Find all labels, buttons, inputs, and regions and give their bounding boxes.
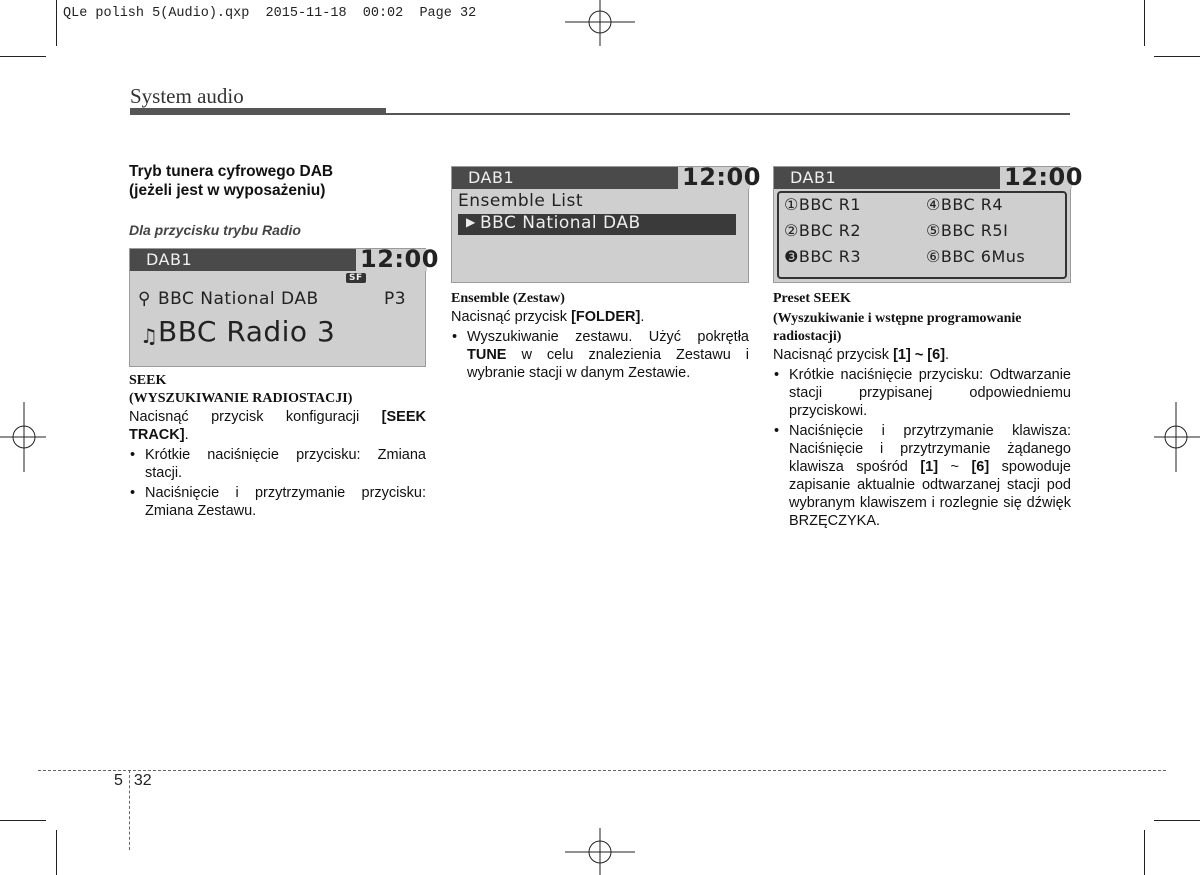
key-6: [6] [971,459,990,475]
clock-display: 12:00 [1004,163,1083,191]
radio-mode-subhead: Dla przycisku trybu Radio [129,222,301,238]
list-item: • Krótkie naciśnięcie przycisku: Odtwarzanie stacji przypisanej odpowiedniemu przyciskowi. [773,366,1071,420]
station-name: BBC Radio 3 [158,315,336,348]
ensemble-intro-text: Nacisnąć przycisk [451,309,572,325]
crop-mark [56,830,57,875]
preset-intro [773,346,1071,364]
ensemble-bullets [451,328,749,382]
seek-intro-text: Nacisnąć przycisk konfiguracji [129,409,382,425]
footer-dashed-rule [38,770,1166,771]
lcd-screen-presets [773,163,1083,283]
band-label: DAB1 [468,168,515,187]
preset-slot-5: ⑤BBC R5I [926,221,1009,240]
preset-subtitle: (Wyszukiwanie i wstępne programowanie radiostacji) [773,311,1022,344]
bullet-text: Naciśnięcie i przytrzymanie klawisza: Naciśnięcie i przytrzymanie żądanego klawisza spośród [789,423,1071,475]
bullet-text: Wyszukiwanie zestawu. Użyć pokrętła [467,329,749,345]
registration-mark-icon [565,828,635,875]
bullet-text-end: spowoduje zapisanie aktualnie odtwarzanej stacji pod wybranym klawiszem i rozlegnie się dźwięk BRZĘCZYKA. [789,459,1072,529]
file-info: QLe polish 5(Audio).qxp 2015-11-18 00:02 Page 32 [63,6,477,21]
bullet-text-mid: ~ [938,459,972,475]
registration-mark-icon [565,0,635,48]
crop-mark [0,56,46,57]
section-title-bar [130,108,386,115]
list-item: • Krótkie naciśnięcie przycisku: Zmiana stacji. [129,446,426,482]
band-label: DAB1 [146,250,193,269]
preset-slot-6: ⑥BBC 6Mus [926,247,1026,266]
antenna-icon: ⚲ [138,289,151,309]
section-title: System audio [130,84,244,108]
dab-heading-line1: Tryb tunera cyfrowego DAB [129,163,334,180]
crop-mark [1144,0,1145,46]
band-label: DAB1 [790,168,837,187]
bullet-text-end: w celu znalezienia Zestawu i wybranie stacji w danym Zestawie. [467,347,749,381]
list-item [451,328,749,382]
ensemble-section [451,290,749,382]
seek-bullets [129,446,426,520]
seek-intro [129,408,426,444]
selected-ensemble-name: BBC National DAB [480,213,641,233]
page-number-value: 32 [133,772,152,789]
sf-badge: SF [346,273,366,283]
page-number [114,772,152,790]
tune-key: TUNE [467,347,507,363]
crop-mark [1154,56,1200,57]
seek-title: SEEK [129,373,167,388]
preset-number: P3 [384,289,407,309]
key-1: [1] [920,459,939,475]
preset-section [773,290,1071,530]
preset-slot-1: ①BBC R1 [784,195,862,214]
crop-mark [0,820,46,821]
crop-mark [1154,820,1200,821]
registration-mark-icon [0,402,48,472]
preset-slot-2: ②BBC R2 [784,221,862,240]
seek-intro-end: . [184,427,189,443]
preset-slot-3: ❸BBC R3 [784,247,862,266]
ensemble-intro-end: . [640,309,645,325]
dab-heading-line2: (jeżeli jest w wyposażeniu) [129,182,326,199]
section-title-rule [386,113,1070,115]
selected-list-item [458,214,736,235]
selection-arrow-icon: ▶ [466,215,476,229]
seek-section [129,372,426,520]
dab-heading [129,162,426,200]
music-note-icon: ♫ [140,324,159,348]
list-item: • Naciśnięcie i przytrzymanie przycisku: Zmiana Zestawu. [129,484,426,520]
ensemble-intro [451,308,749,326]
seek-track-key: [SEEK TRACK] [129,409,426,443]
lcd-screen-radio [129,245,439,367]
chapter-number: 5 [114,772,123,789]
clock-display: 12:00 [360,245,439,273]
preset-bullets [773,366,1071,530]
clock-display: 12:00 [682,163,761,191]
crop-mark [56,0,57,46]
ensemble-list-title: Ensemble List [458,191,583,211]
preset-intro-end: . [945,347,950,363]
lcd-screen-ensemble [451,163,761,283]
folder-key: [FOLDER] [571,309,641,325]
registration-mark-icon [1152,402,1200,472]
ensemble-name: BBC National DAB [158,289,319,309]
ensemble-title: Ensemble (Zestaw) [451,291,565,306]
preset-slot-4: ④BBC R4 [926,195,1004,214]
seek-subtitle: (WYSZUKIWANIE RADIOSTACJI) [129,391,353,406]
list-item [773,422,1071,530]
crop-mark [1144,830,1145,875]
preset-keys: [1] ~ [6] [893,347,946,363]
preset-intro-text: Nacisnąć przycisk [773,347,894,363]
preset-title: Preset SEEK [773,291,851,306]
